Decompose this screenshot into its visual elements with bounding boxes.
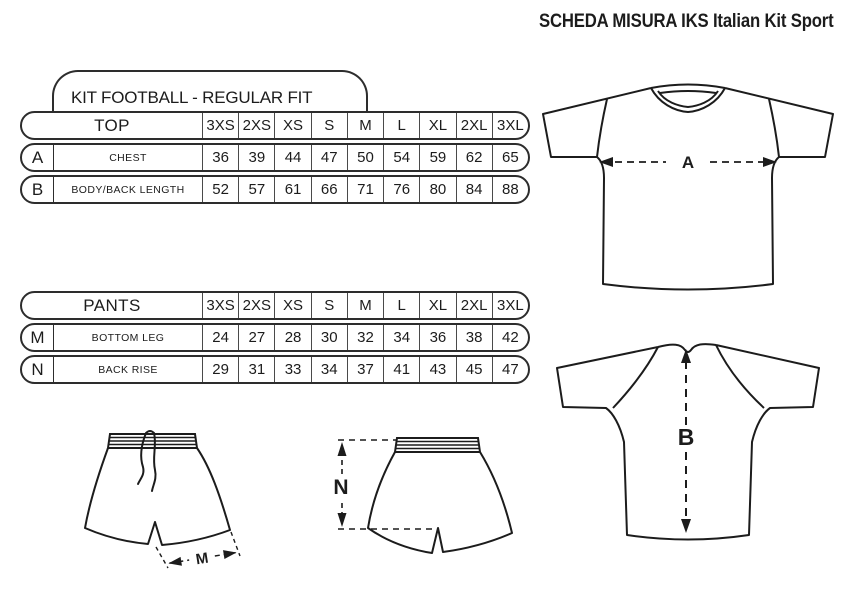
value-cell: 38 — [456, 325, 492, 350]
bottom-leg-dimension — [167, 545, 238, 573]
value-cell: 47 — [311, 145, 347, 170]
shorts-back-waistband-stripes — [396, 442, 480, 449]
bottom-leg-arrowhead-left — [168, 557, 182, 568]
value-cell: 45 — [456, 357, 492, 382]
value-cell: 36 — [419, 325, 455, 350]
top-table-header-row — [20, 111, 530, 140]
top-size-header-l: L — [383, 113, 419, 138]
shorts-front-outline — [85, 448, 230, 545]
jersey-back-diagram — [533, 330, 842, 565]
value-cell: 36 — [202, 145, 238, 170]
jersey-front-outline — [543, 88, 833, 290]
value-cell: 47 — [492, 357, 528, 382]
back-rise-arrowhead-top — [338, 442, 347, 456]
back-rise-dimension-label: N — [333, 476, 349, 499]
jersey-front-collar — [651, 85, 725, 113]
pants-size-header-2xl: 2XL — [456, 293, 492, 318]
top-size-header-2xl: 2XL — [456, 113, 492, 138]
row-label-body-back-length: BODY/BACK LENGTH — [53, 177, 202, 202]
bottom-leg-arrowhead-right — [223, 548, 237, 559]
value-cell: 34 — [383, 325, 419, 350]
shorts-back-diagram — [295, 425, 525, 575]
back-length-arrowhead-bottom — [681, 519, 691, 533]
value-cell: 52 — [202, 177, 238, 202]
pants-size-header-3xs: 3XS — [202, 293, 238, 318]
row-letter-b: B — [31, 179, 44, 199]
pants-table-header-row — [20, 291, 530, 320]
value-cell: 59 — [419, 145, 455, 170]
pants-size-header-3xl: 3XL — [492, 293, 528, 318]
row-label-back-rise: BACK RISE — [53, 357, 202, 382]
value-cell: 50 — [347, 145, 383, 170]
value-cell: 24 — [202, 325, 238, 350]
kit-header-label: KIT FOOTBALL - REGULAR FIT — [71, 88, 313, 107]
chest-dimension-label: A — [681, 153, 695, 172]
drawstring — [138, 431, 156, 491]
row-letter-m: M — [30, 327, 45, 347]
back-rise-extension-lines — [338, 440, 436, 529]
value-cell: 62 — [456, 145, 492, 170]
top-size-header-xs: XS — [274, 113, 310, 138]
row-letter-n: N — [31, 359, 44, 379]
back-rise-arrowhead-bottom — [338, 513, 347, 527]
value-cell: 28 — [274, 325, 310, 350]
value-cell: 65 — [492, 145, 528, 170]
pants-size-header-s: S — [311, 293, 347, 318]
value-cell: 80 — [419, 177, 455, 202]
pants-size-header-xl: XL — [419, 293, 455, 318]
value-cell: 71 — [347, 177, 383, 202]
table-row-body-back-length — [20, 175, 530, 204]
value-cell: 66 — [311, 177, 347, 202]
value-cell: 39 — [238, 145, 274, 170]
value-cell: 27 — [238, 325, 274, 350]
pants-size-header-m: M — [347, 293, 383, 318]
value-cell: 43 — [419, 357, 455, 382]
value-cell: 37 — [347, 357, 383, 382]
pants-size-header-l: L — [383, 293, 419, 318]
row-label-chest: CHEST — [53, 145, 202, 170]
value-cell: 54 — [383, 145, 419, 170]
value-cell: 31 — [238, 357, 274, 382]
value-cell: 76 — [383, 177, 419, 202]
top-table-title: TOP — [94, 115, 130, 135]
jersey-back-collar — [658, 344, 716, 352]
back-length-dimension-label: B — [677, 424, 695, 450]
top-size-header-3xl: 3XL — [492, 113, 528, 138]
jersey-front-diagram — [533, 78, 842, 303]
top-size-header-3xs: 3XS — [202, 113, 238, 138]
shorts-front-diagram — [65, 425, 245, 580]
value-cell: 34 — [311, 357, 347, 382]
bottom-leg-dimension-label: M — [194, 549, 210, 569]
shorts-front-waistband-stripes — [109, 438, 197, 445]
value-cell: 44 — [274, 145, 310, 170]
shorts-back-outline — [368, 452, 512, 553]
jersey-back-sleeve-seams — [613, 345, 764, 408]
value-cell: 88 — [492, 177, 528, 202]
row-label-bottom-leg: BOTTOM LEG — [53, 325, 202, 350]
value-cell: 84 — [456, 177, 492, 202]
table-row-bottom-leg — [20, 323, 530, 352]
table-row-chest — [20, 143, 530, 172]
value-cell: 57 — [238, 177, 274, 202]
chest-arrowhead-right — [763, 157, 777, 167]
kit-header-tab — [52, 70, 368, 114]
pants-size-header-xs: XS — [274, 293, 310, 318]
table-row-back-rise — [20, 355, 530, 384]
value-cell: 42 — [492, 325, 528, 350]
value-cell: 61 — [274, 177, 310, 202]
value-cell: 32 — [347, 325, 383, 350]
page-title: SCHEDA MISURA IKS Italian Kit Sport — [539, 11, 834, 32]
value-cell: 33 — [274, 357, 310, 382]
value-cell: 29 — [202, 357, 238, 382]
top-size-header-xl: XL — [419, 113, 455, 138]
value-cell: 30 — [311, 325, 347, 350]
chest-arrowhead-left — [599, 157, 613, 167]
top-size-header-m: M — [347, 113, 383, 138]
pants-size-header-2xs: 2XS — [238, 293, 274, 318]
row-letter-a: A — [31, 147, 44, 167]
top-size-header-s: S — [311, 113, 347, 138]
pants-table-title: PANTS — [83, 295, 141, 315]
value-cell: 41 — [383, 357, 419, 382]
top-size-header-2xs: 2XS — [238, 113, 274, 138]
